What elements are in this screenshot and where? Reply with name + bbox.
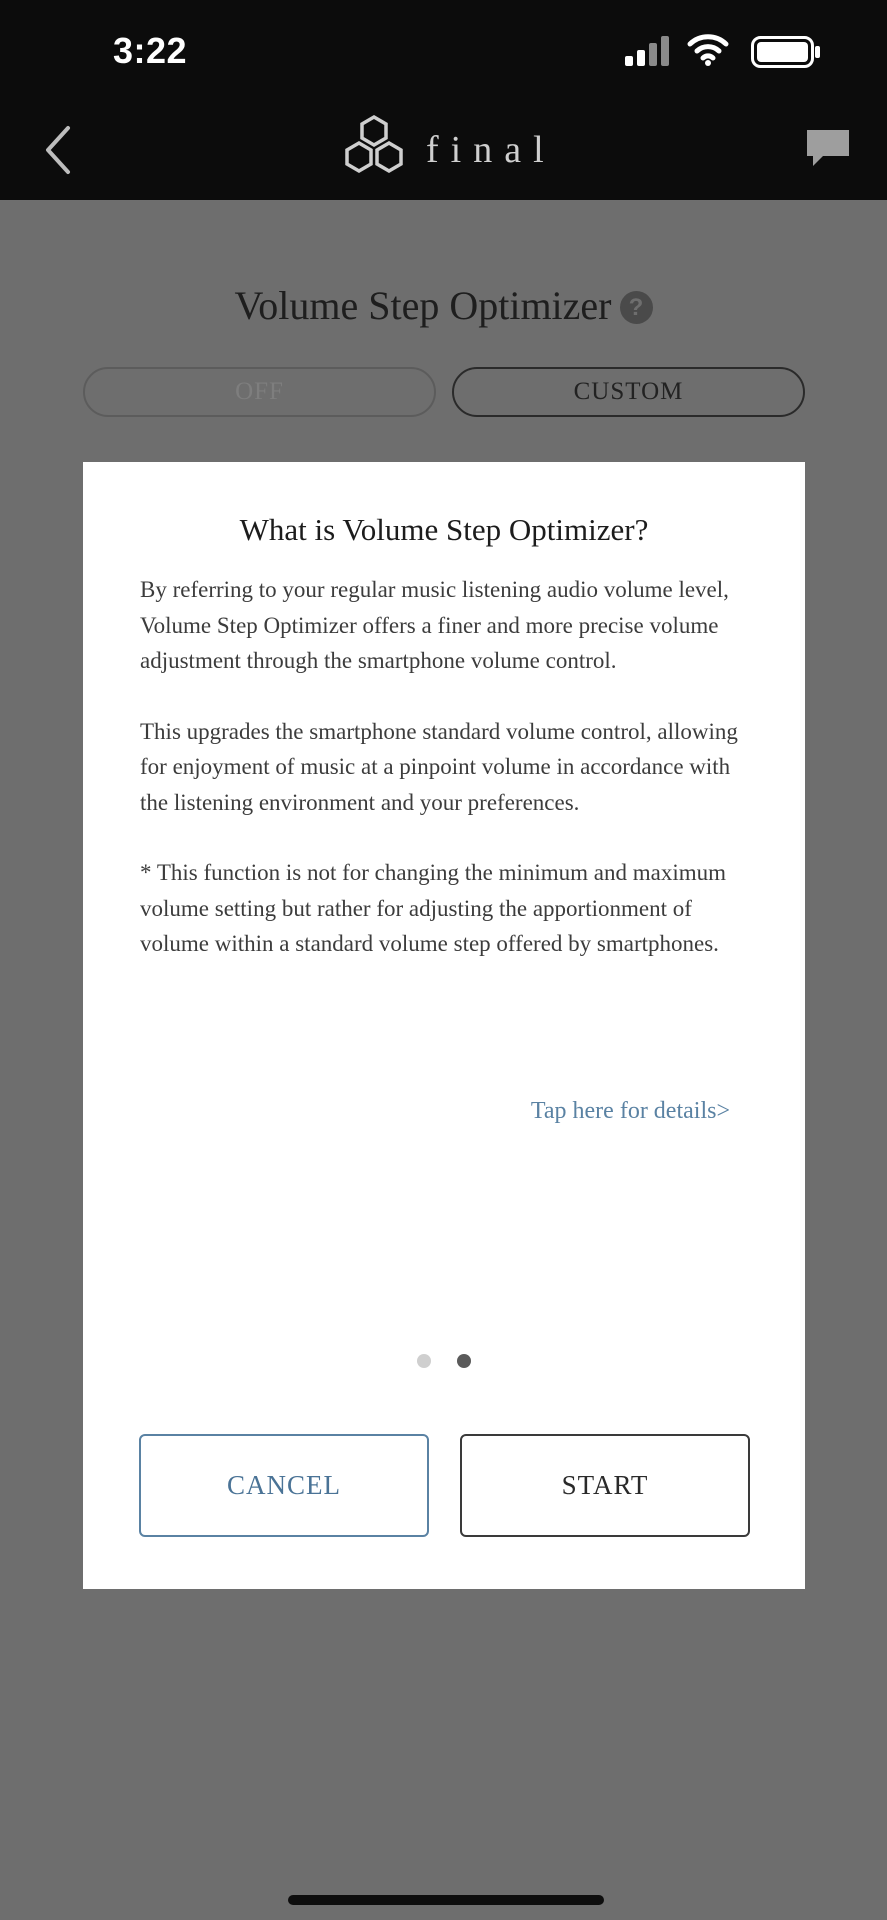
page-indicator: [83, 1354, 805, 1373]
chat-bubble-icon[interactable]: [805, 128, 851, 168]
status-icons: [601, 36, 821, 70]
help-icon[interactable]: ?: [620, 291, 653, 324]
signal-icon: [625, 36, 671, 66]
logo-text: final: [426, 129, 556, 171]
dialog-paragraph: This upgrades the smartphone standard volume control, allowing for enjoyment of music at a pinpoint volume in accordance with the listening environment and your preferences.: [140, 718, 738, 815]
page-dot-2[interactable]: [457, 1354, 471, 1368]
nav-bar: [0, 100, 887, 200]
dialog-title: What is Volume Step Optimizer?: [239, 512, 649, 547]
off-option-button[interactable]: OFF: [83, 367, 436, 417]
page-title-text: Volume Step Optimizer: [234, 283, 612, 328]
chevron-left-icon[interactable]: [40, 124, 76, 176]
dialog-body: [140, 572, 760, 997]
home-indicator[interactable]: [288, 1895, 604, 1905]
page-title: [0, 282, 887, 329]
battery-icon: [751, 36, 821, 68]
details-link[interactable]: Tap here for details>: [530, 1098, 730, 1124]
dialog-paragraph: * This function is not for changing the minimum and maximum volume setting but rather for adjusting the apportionment of volume within a standard volume step offered by smartphones.: [140, 860, 727, 956]
cancel-button[interactable]: CANCEL: [139, 1434, 429, 1537]
dialog-paragraph: By referring to your regular music listening audio volume level, Volume Step Optimizer offers a finer and more precise volume adjustment through the smartphone volume control.: [140, 577, 729, 673]
status-bar: [0, 0, 887, 100]
start-button[interactable]: START: [460, 1434, 750, 1537]
page-dot-1[interactable]: [417, 1354, 431, 1368]
brand-logo: [338, 114, 558, 188]
status-time: 3:22: [113, 30, 188, 71]
hexagon-cluster-icon: [338, 114, 410, 186]
custom-option-button[interactable]: CUSTOM: [452, 367, 805, 417]
info-dialog: [83, 462, 805, 1589]
wifi-icon: [687, 32, 729, 66]
